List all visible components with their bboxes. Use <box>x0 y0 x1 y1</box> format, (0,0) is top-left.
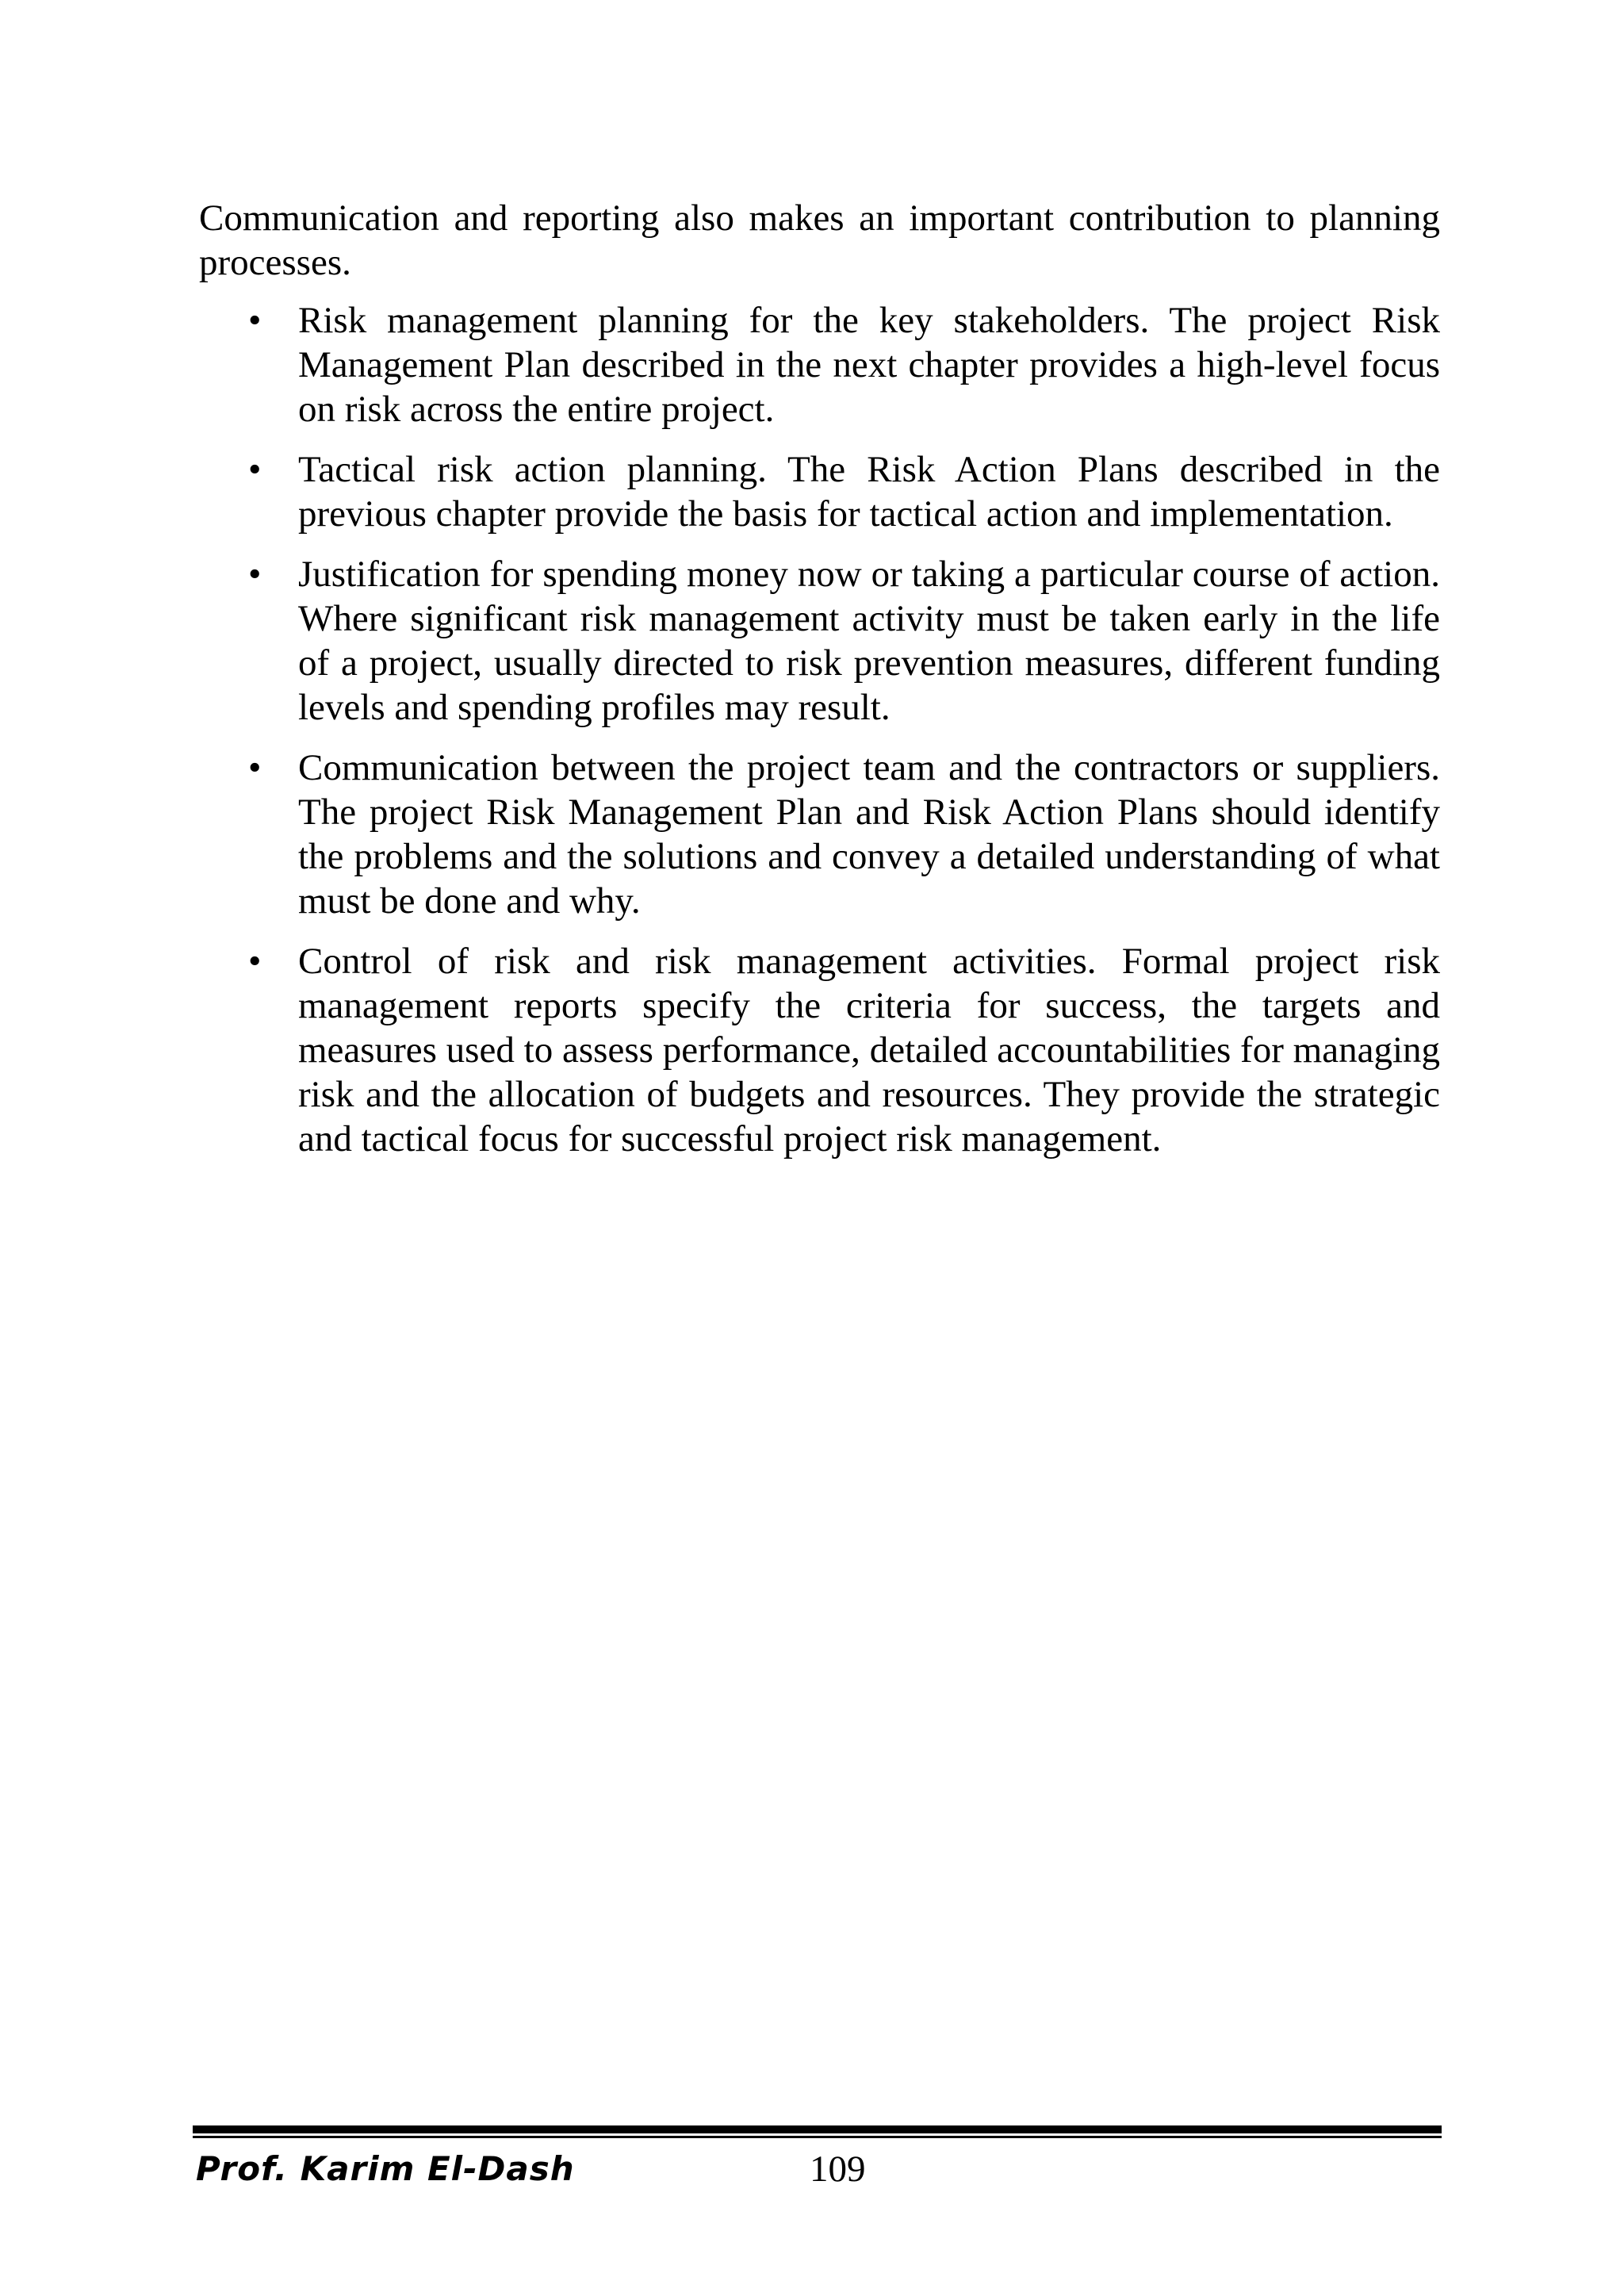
list-item <box>199 552 1440 730</box>
footer-rule-thick <box>193 2125 1442 2133</box>
intro-paragraph: Communication and reporting also makes an important contribution to planning processes. <box>199 197 1440 283</box>
list-item-text: Communication between the project team and the contractors or suppliers. The project Risk Management Plan and Risk Action Plans should identify the problems and the solutions and convey a detailed understanding of what must be done and why. <box>298 747 1440 922</box>
bullet-icon: • <box>248 300 262 341</box>
list-item-text: Control of risk and risk management activities. Formal project risk management reports specify the criteria for success, the targets and measures used to assess performance, detailed accountabilities for managing risk and the allocation of budgets and resources. They provide the strategic and tactical focus for successful project risk management. <box>298 941 1440 1159</box>
footer-author: Prof. Karim El-Dash <box>196 2149 575 2188</box>
bullet-icon: • <box>248 449 262 490</box>
bullet-list <box>199 298 1440 1161</box>
list-item <box>199 447 1440 536</box>
bullet-icon: • <box>248 554 262 595</box>
page-number: 109 <box>810 2148 866 2190</box>
page-body <box>199 196 1440 1177</box>
bullet-icon: • <box>248 747 262 788</box>
list-item <box>199 746 1440 923</box>
list-item-text: Tactical risk action planning. The Risk Action Plans described in the previous chapter provide the basis for tactical action and implementation. <box>298 449 1440 535</box>
bullet-icon: • <box>248 941 262 982</box>
list-item-text: Justification for spending money now or taking a particular course of action. Where significant risk management activity must be taken early in the life of a project, usually directed to risk prevention measures, different funding levels and spending profiles may result. <box>298 554 1440 728</box>
page-footer <box>193 2125 1442 2194</box>
list-item-text: Risk management planning for the key stakeholders. The project Risk Management Plan described in the next chapter provides a high-level focus on risk across the entire project. <box>298 300 1440 430</box>
list-item <box>199 939 1440 1161</box>
footer-row <box>193 2138 1442 2194</box>
list-item <box>199 298 1440 431</box>
